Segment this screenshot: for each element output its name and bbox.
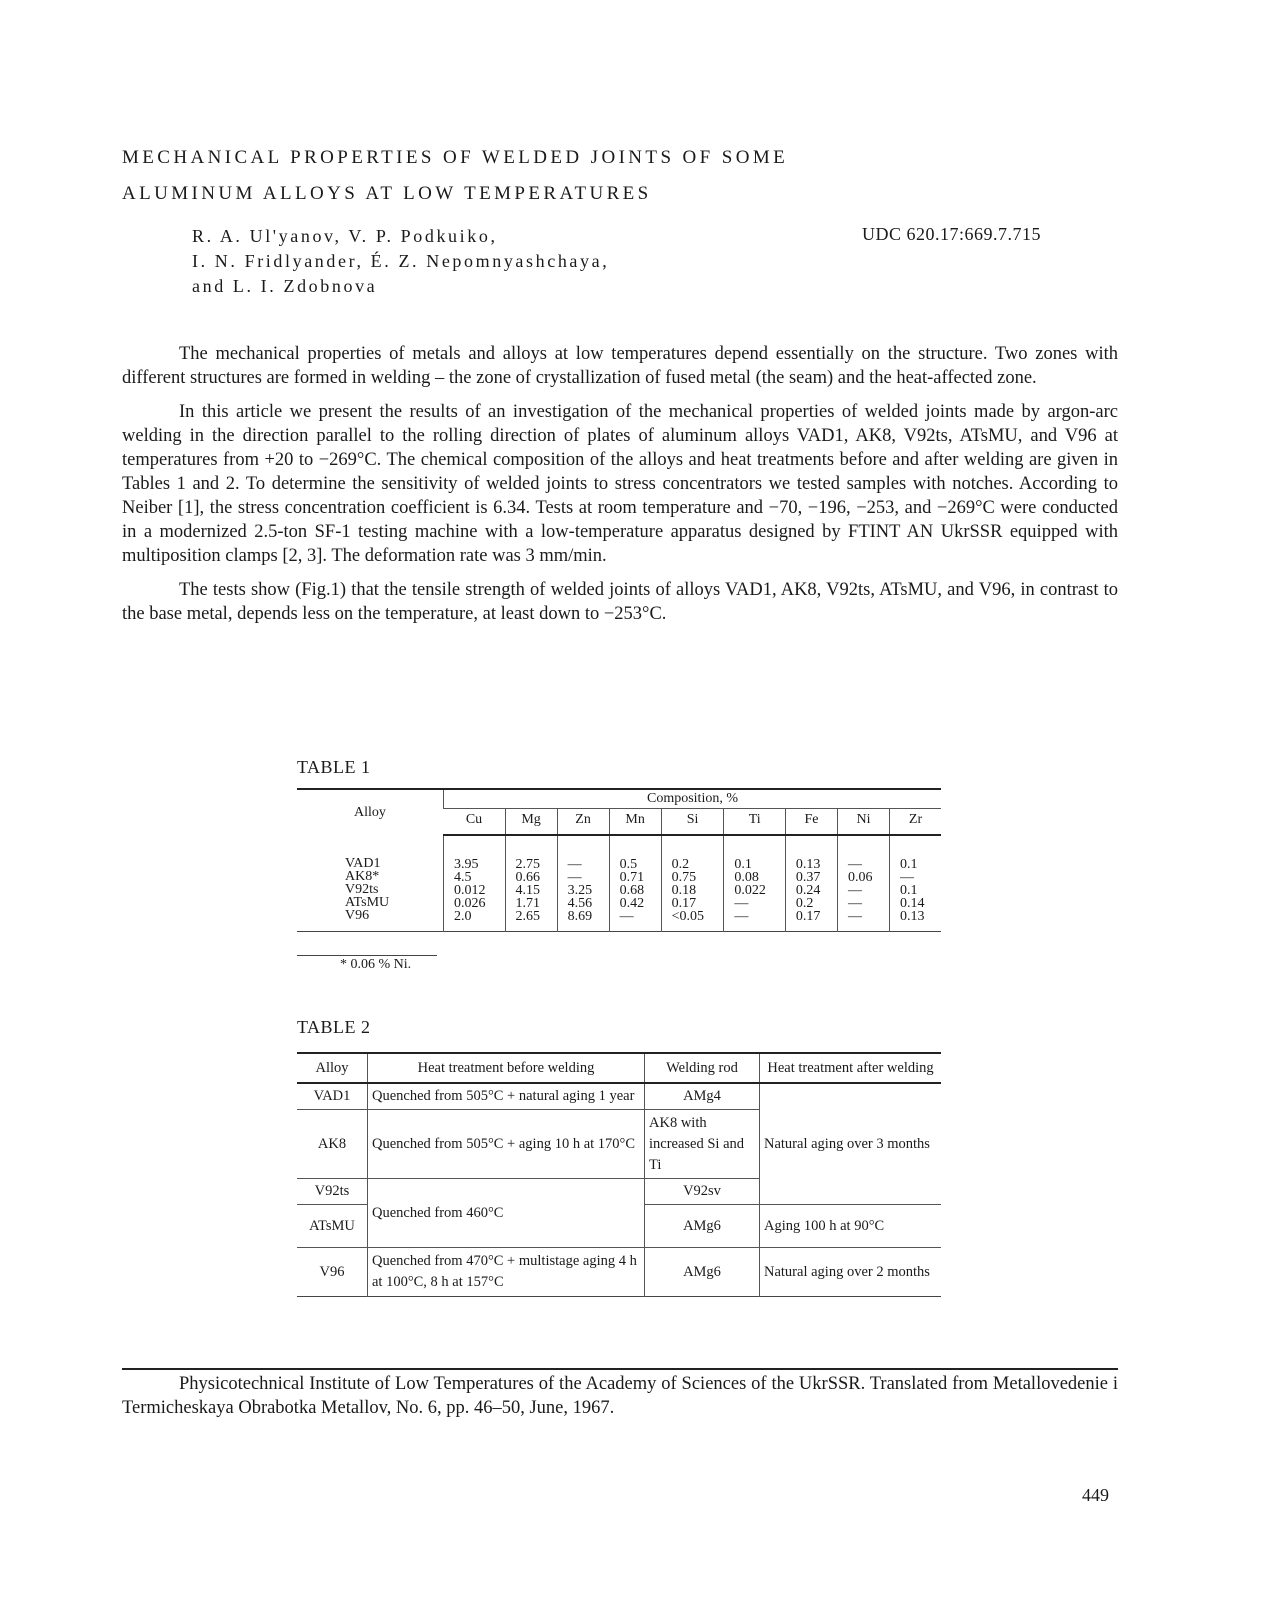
table2-cell: AMg6 [645,1248,760,1297]
table1-alloy-name: AK8* [345,869,380,884]
table1-value-column [609,835,661,932]
table1-value: — [847,896,862,911]
table1-value: 0.2 [671,857,690,872]
table1-value: — [900,870,915,885]
table1-value: — [619,909,634,924]
table2-cell: AMg4 [645,1083,760,1110]
table2-cell: V92sv [645,1179,760,1205]
table2-header-before: Heat treatment before welding [368,1053,645,1083]
table1-value: 2.75 [515,857,541,872]
authors-line-2: I. N. Fridlyander, É. Z. Nepomnyashchaya, [192,251,610,271]
table2-cell: Quenched from 505°C + aging 10 h at 170°C [368,1110,645,1179]
table2-cell: AMg6 [645,1205,760,1248]
article-title [122,140,788,212]
table2-cell: AK8 with increased Si and Ti [645,1110,760,1179]
table2-cell: Quenched from 470°C + multistage aging 4 h at 100°C, 8 h at 157°C [368,1248,645,1297]
table1-value: 0.06 [847,870,873,885]
author-list [192,224,609,299]
table2-header-alloy: Alloy [297,1053,368,1083]
table1-alloy-name: V96 [345,908,370,923]
table1-value: 4.56 [567,896,593,911]
udc-code: UDC 620.17:669.7.715 [862,224,1042,244]
table1-value: 0.75 [671,870,697,885]
table1-value: — [847,883,862,898]
table1-value: 0.1 [900,883,918,898]
table1-header-element: Si [661,809,724,836]
table1-header-element: Mg [505,809,557,836]
table1-value: — [847,909,862,924]
title-line-1: MECHANICAL PROPERTIES OF WELDED JOINTS OF SOME [122,147,789,168]
table1-value: 0.17 [671,896,697,911]
table1-value: 0.022 [734,883,766,898]
table2-cell: Aging 100 h at 90°C [760,1205,942,1248]
table1-value: 0.14 [900,896,925,911]
table2-cell: Quenched from 460°C [368,1179,645,1248]
table1-value: 0.13 [795,857,821,872]
table1-value: 0.66 [515,870,541,885]
paragraph: The mechanical properties of metals and alloys at low temperatures depend essentially on the structure. Two zones with different structures are formed in welding – the zone of crystallization of fused metal (the seam) and the heat-affected zone. [122,344,1118,388]
paragraph: The tests show (Fig.1) that the tensile strength of welded joints of alloys VAD1, AK8, V92ts, ATsMU, and V96, in contrast to the base metal, depends less on the temperature, at least down to −253°C. [122,580,1118,624]
table1-alloy-name: V92ts [345,882,379,897]
table2-cell: V96 [297,1248,368,1297]
table1-value: 0.5 [619,857,638,872]
table1-header-alloy: Alloy [354,804,386,820]
table1-value-column [444,835,506,932]
table1-footnote: * 0.06 % Ni. [340,957,412,972]
composition-table [297,788,941,932]
affiliation-footnote: Physicotechnical Institute of Low Temperatures of the Academy of Sciences of the UkrSSR. Translated from Metallovedenie i Termicheskaya Obrabotka Metallov, No. 6, pp. 46–50, June, 1967. [122,1374,1118,1418]
table1-value: 4.15 [515,883,541,898]
table1-value-column [557,835,609,932]
table1-header-element: Zn [557,809,609,836]
footer-rule [122,1368,1118,1370]
table1-value: 0.17 [795,909,821,924]
table1-alloy-name: VAD1 [345,856,381,871]
table1-value: 0.1 [900,857,918,872]
title-line-2: ALUMINUM ALLOYS AT LOW TEMPERATURES [122,183,652,204]
table1-header-element: Mn [609,809,661,836]
table1-value: 0.012 [454,883,486,898]
heat-treatment-table [297,1052,941,1297]
table1-header-composition: Composition, % [444,789,942,809]
table1-value: 3.95 [454,857,479,872]
authors-line-1: R. A. Ul'yanov, V. P. Podkuiko, [192,226,498,246]
table-row [297,1248,941,1297]
table1-value: — [567,857,582,872]
table1-value-column [785,835,837,932]
table2-cell: Natural aging over 2 months [760,1248,942,1297]
table1-value: — [567,870,582,885]
table-row [297,1083,941,1110]
table1-value: 0.1 [734,857,752,872]
table1-header-element: Ni [837,809,889,836]
table1-value: 0.18 [671,883,697,898]
table1-value-column [890,835,941,932]
table1-value: 1.71 [515,896,541,911]
table2-cell: V92ts [297,1179,368,1205]
table2-cell: Quenched from 505°C + natural aging 1 year [368,1083,645,1110]
table1-footnote-rule [297,955,437,956]
table1-value: 4.5 [454,870,472,885]
table2-cell: VAD1 [297,1083,368,1110]
authors-line-3: and L. I. Zdobnova [192,276,378,296]
table1-value: 2.0 [454,909,472,924]
table1-header-element: Cu [444,809,506,836]
table1-value: 0.13 [900,909,925,924]
table1-header-element: Fe [785,809,837,836]
table1-value: <0.05 [671,909,705,924]
table1-value: 3.25 [567,883,593,898]
table1-value: 0.24 [795,883,821,898]
table2-header-after: Heat treatment after welding [760,1053,942,1083]
table1-value: 0.42 [619,896,645,911]
table1-value: 0.08 [734,870,759,885]
table1-value-column [661,835,724,932]
table1-value-column [505,835,557,932]
table1-value: — [734,909,749,924]
table1-value: 0.68 [619,883,645,898]
article-body [122,342,1118,636]
table2-header-rod: Welding rod [645,1053,760,1083]
table1-label: TABLE 1 [297,757,371,777]
table2-cell: AK8 [297,1110,368,1179]
table1-value: — [847,857,862,872]
table1-header-element: Zr [890,809,941,836]
table2-cell: ATsMU [297,1205,368,1248]
table1-value: 0.71 [619,870,645,885]
table1-alloy-column [297,835,444,932]
table1-value-column [724,835,786,932]
table1-value: — [734,896,749,911]
table1-value: 8.69 [567,909,593,924]
table1-value: 0.2 [795,896,814,911]
paragraph: In this article we present the results of an investigation of the mechanical properties of welded joints made by argon-arc welding in the direction parallel to the rolling direction of plates of aluminum alloys VAD1, AK8, V92ts, ATsMU, and V96 at temperatures from +20 to −269°C. The chemical composition of the alloys and heat treatments before and after welding are given in Tables 1 and 2. To determine the sensitivity of welded joints to stress concentrators we tested samples with notches. According to Neiber [1], the stress concentration coefficient is 6.34. Tests at room temperature and −70, −196, −253, and −269°C were conducted in a modernized 2.5-ton SF-1 testing machine with a low-temperature apparatus designed by FTINT AN UkrSSR equipped with multiposition clamps [2, 3]. The deformation rate was 3 mm/min. [122,402,1118,566]
table1-alloy-name: ATsMU [345,895,390,910]
table1-value: 0.026 [454,896,486,911]
table1-value: 2.65 [515,909,541,924]
table2-label: TABLE 2 [297,1017,371,1037]
table2-cell: Natural aging over 3 months [760,1083,942,1205]
page-number: 449 [1082,1485,1109,1505]
table1-value: 0.37 [795,870,821,885]
table1-header-element: Ti [724,809,786,836]
table1-value-column [837,835,889,932]
